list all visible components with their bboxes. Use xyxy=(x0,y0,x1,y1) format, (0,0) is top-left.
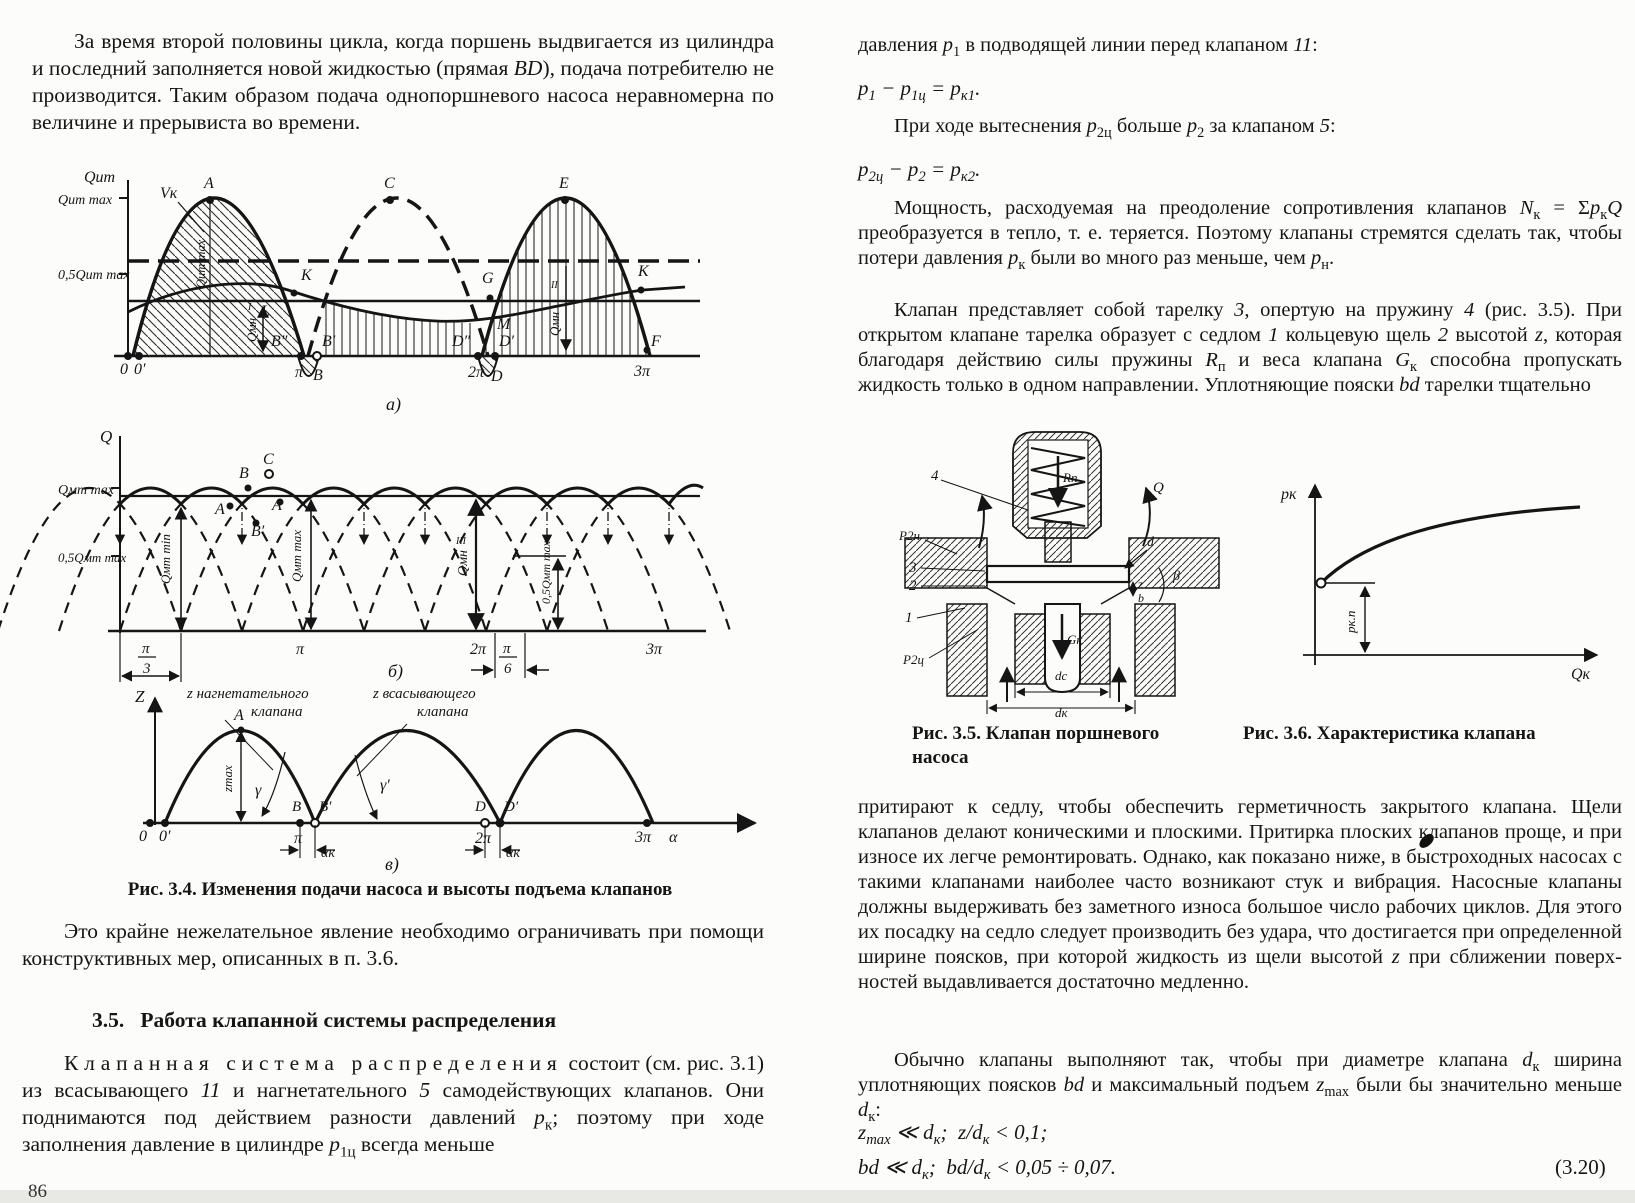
page-number: 86 xyxy=(28,1181,47,1202)
section-title: Работа клапанной системы распределения xyxy=(140,1008,557,1032)
graph-a-vk: Vк xyxy=(160,185,178,202)
fig34-graph-a xyxy=(58,166,740,418)
fig36-caption: Рис. 3.6. Характеристика клапана xyxy=(1243,723,1536,744)
point-B1: B′ xyxy=(251,523,265,540)
alpha-label: α xyxy=(669,829,678,846)
point-C: C xyxy=(263,451,274,468)
label-b: b xyxy=(1138,591,1144,605)
graph-b-ymax: Qмт max xyxy=(58,483,114,498)
label-Gk: Gк xyxy=(1067,632,1083,647)
qmax-label: Qмт max xyxy=(289,530,304,582)
point-B1: B′ xyxy=(322,333,336,350)
point-E: E xyxy=(559,175,569,192)
xtick-3pi: 3π xyxy=(634,363,651,380)
section-number: 3.5. xyxy=(92,1008,125,1032)
graph-b-yhalf: 0,5Qмт max xyxy=(58,550,127,565)
fig36-pkp-label: pк.п xyxy=(1343,610,1358,633)
right-paragraph-2: Клапан представляет собой тарелку 3, опертую на пружину 4 (рис. 3.5). При открытом клапане тарелка образует с седлом 1 кольцевую щель 2 высотой z, которая благодаря действию силы пружины $R_п$ и веса клапана $G_к$ способна пропускать жидкость только в одном направлении. Уплотняющие пояски bd тарелки тщательно xyxy=(858,299,1622,396)
graph-a-yhalf: 0,5Qит max xyxy=(58,268,130,283)
graph-b-measure-arrows xyxy=(181,500,566,629)
ak1-label: αк xyxy=(321,846,335,861)
point-L: L xyxy=(261,303,270,320)
gamma-label: γ xyxy=(255,782,262,799)
label-p2c: Р2ц xyxy=(903,652,924,667)
discharge-valve-label-1: z нагнетательного xyxy=(187,686,309,702)
fig36-start-point xyxy=(1317,579,1326,588)
point-D: D xyxy=(475,799,486,815)
qmn2-sup: II xyxy=(551,280,558,291)
label-beta: β xyxy=(1173,569,1180,584)
xtick-2pi: 2π xyxy=(475,830,492,847)
label-Rp: Rп xyxy=(1063,470,1078,485)
point-B: B xyxy=(239,465,249,482)
qmn1-sup: I xyxy=(248,302,252,313)
graph-a-tag: а) xyxy=(386,394,401,414)
point-D2: D″ xyxy=(452,333,471,350)
fig35-caption: Рис. 3.5. Клапан поршневого насоса xyxy=(912,723,1160,768)
xtick-3pi: 3π xyxy=(635,829,652,846)
point-K2: K xyxy=(638,263,649,280)
point-F: F xyxy=(651,333,661,350)
suction-valve-label-1: z всасывающего xyxy=(373,686,476,702)
right-formula-1: $p_1 - p_{1ц} = p_{к1}$. xyxy=(858,76,981,105)
label-p2n: Р2н xyxy=(899,528,920,543)
fig34-graph-b xyxy=(58,426,740,680)
point-C: C xyxy=(384,175,395,192)
graph-b-ylabel: Q xyxy=(100,427,113,446)
label-3: 3 xyxy=(909,560,917,576)
point-A2: A xyxy=(272,497,282,514)
graph-v-arches xyxy=(165,731,653,824)
fig36-valve-characteristic xyxy=(1245,455,1620,705)
xtick-pi: π xyxy=(296,641,305,658)
graph-a-ymax: Qит max xyxy=(58,193,113,208)
graph-b-tag: б) xyxy=(388,661,404,681)
graph-a-ylabel: Qит xyxy=(84,169,116,186)
pi6-num: π xyxy=(503,641,511,657)
fig34-graph-v xyxy=(55,680,780,872)
point-D1: D′ xyxy=(504,799,519,815)
point-D1: D′ xyxy=(499,333,515,350)
xtick-0p: 0′ xyxy=(134,361,146,378)
right-line-2: При ходе вытеснения $p_{2ц}$ больше $p_2$ за клапаном 5: xyxy=(894,115,1336,142)
label-Q: Q xyxy=(1153,480,1164,496)
qitmax-vertical-label: Qит max xyxy=(194,239,208,288)
section-heading xyxy=(92,1008,772,1033)
label-d: d xyxy=(1147,535,1154,550)
right-formula-4: bd ≪ $d_к$; $bd/d_к < 0,05 \div 0,07$. xyxy=(858,1155,1117,1184)
right-paragraph-4: Обычно клапаны выполняют так, чтобы при диаметре клапана $d_к$ ширина уплотняющих поясков bd и максимальный подъем $z_{max}$ были бы значительно меньше $d_к$: xyxy=(858,1049,1623,1126)
fig34-caption: Рис. 3.4. Изменения подачи насоса и высоты подъема клапанов xyxy=(127,879,673,900)
qmn3-label: Qмн xyxy=(456,550,471,576)
xtick-2pi: 2π xyxy=(470,641,487,658)
graph-b-cusp-arrows xyxy=(120,508,669,544)
left-paragraph-2: Это крайне нежелательное явление необходимо ограничивать при помощи конструктивных мер, описанных в п. 3.6. xyxy=(22,919,764,970)
zmax-label: zmax xyxy=(220,765,235,792)
graph-v-tag: в) xyxy=(385,854,399,874)
point-B1: B′ xyxy=(319,799,332,815)
qmin-label: Qмт min xyxy=(158,534,173,584)
point-A: A xyxy=(234,707,244,724)
graph-v-labels xyxy=(135,686,678,875)
discharge-valve-label-2: клапана xyxy=(251,704,303,720)
graph-v-ylabel: Z xyxy=(135,687,145,706)
right-formula-3: $z_{max}$ ≪ $d_к$; $z/d_к < 0,1$; xyxy=(858,1120,1048,1149)
point-M: M xyxy=(497,316,511,333)
gammap-label: γ′ xyxy=(380,777,390,794)
qmn1-label: Qмн xyxy=(244,317,259,342)
label-2: 2 xyxy=(909,578,917,594)
pi6-den: 6 xyxy=(504,661,512,677)
xtick-pi: π xyxy=(295,364,304,381)
left-paragraph-3: К л а п а н н а я с и с т е м а р а с п р е д е л е н и я состоит (см. рис. 3.1) из всасывающего 11 и нагнетательного 5 самодействующих клапанов. Они поднимаются под действием разности давлений $p_к$; поэтому при ходе заполнения давление в цилиндре $p_{1ц}$ всегда меньше xyxy=(22,1051,765,1161)
fig36-ylabel: pк xyxy=(1281,486,1297,503)
xtick-B: B xyxy=(313,367,323,384)
label-4: 4 xyxy=(931,468,939,484)
label-1: 1 xyxy=(905,610,913,626)
right-paragraph-3: притирают к седлу, чтобы обеспечить герметичность закрытого клапана. Щели клапанов делают коническими и плоскими. Притирка плоских клапанов проще, и при износе их легче ремонтировать. Однако, как показано ниже, в быстроходных насосах с такими клапанами наиболее часто возникают стук и вибрация. Насосные клапаны должны выдерживать без заметного износа большое число рабочих циклов. Для этого их посадку на седло следует производить без удара, что достигается при определенной ширине поясков, при которой жидкость из щели высотой z при сближении поверхностей выдавливается достаточно медленно. xyxy=(858,796,1622,993)
right-formula-2: $p_{2ц} - p_2 = p_{к2}$. xyxy=(858,157,981,186)
pi3-den: 3 xyxy=(143,661,151,677)
right-line-1: давления $p_1$ в подводящей линии перед клапаном 11: xyxy=(858,34,1318,61)
qmn2-label: Qмн xyxy=(547,311,562,336)
equation-number: (3.20) xyxy=(1555,1155,1606,1179)
xtick-3pi: 3π xyxy=(646,641,663,658)
xtick-pi: π xyxy=(294,830,303,847)
point-A1: A xyxy=(215,501,225,518)
qmn3-sup: III xyxy=(456,536,466,547)
xtick-0: 0 xyxy=(120,361,128,378)
point-B2: B″ xyxy=(271,333,288,350)
xtick-0p: 0′ xyxy=(159,828,171,845)
fig36-labels xyxy=(1280,486,1591,683)
xtick-2pi: 2π xyxy=(468,364,485,381)
graph-b-envelope xyxy=(120,485,703,504)
qhalf-label: 0,5Qмт max xyxy=(539,541,553,604)
gammap-arc xyxy=(355,755,377,819)
point-K1: K xyxy=(301,267,312,284)
ak2-label: αк xyxy=(506,846,520,861)
xtick-0: 0 xyxy=(139,828,147,845)
valve-stem-upper xyxy=(1045,522,1071,562)
point-B: B xyxy=(292,799,302,815)
point-A: A xyxy=(204,175,214,192)
left-paragraph-1: За время второй половины цикла, когда поршень выдвигается из цилиндра и последний заполняется новой жидкостью (прямая BD), подача потребителю не производится. Таким образом подача однопоршневого насоса неравномерна по величине и прерывиста во времени. xyxy=(32,29,774,134)
fig36-curve xyxy=(1321,507,1580,583)
right-paragraph-1: Мощность, расходуемая на преодоление сопротивления клапанов $N_к = \Sigma p_кQ$ преобразуется в тепло, т. е. теряется. Поэтому клапаны стремятся сделать так, чтобы потери давления $p_к$ были во много раз меньше, чем $p_н$. xyxy=(858,197,1622,274)
label-z: z xyxy=(1138,577,1143,591)
valve-plate xyxy=(987,566,1129,582)
fig36-xlabel: Qк xyxy=(1571,666,1591,683)
fig35-valve-drawing xyxy=(895,418,1230,718)
xtick-D: D xyxy=(491,368,503,385)
suction-valve-label-2: клапана xyxy=(417,704,469,720)
valve-seat-edges xyxy=(987,588,1129,604)
label1-leader xyxy=(225,720,273,770)
label-dc: dc xyxy=(1055,668,1068,683)
graph-b-axes xyxy=(108,436,706,633)
pi3-num: π xyxy=(142,641,150,657)
label-dk: dк xyxy=(1055,705,1068,720)
point-G: G xyxy=(482,270,494,287)
